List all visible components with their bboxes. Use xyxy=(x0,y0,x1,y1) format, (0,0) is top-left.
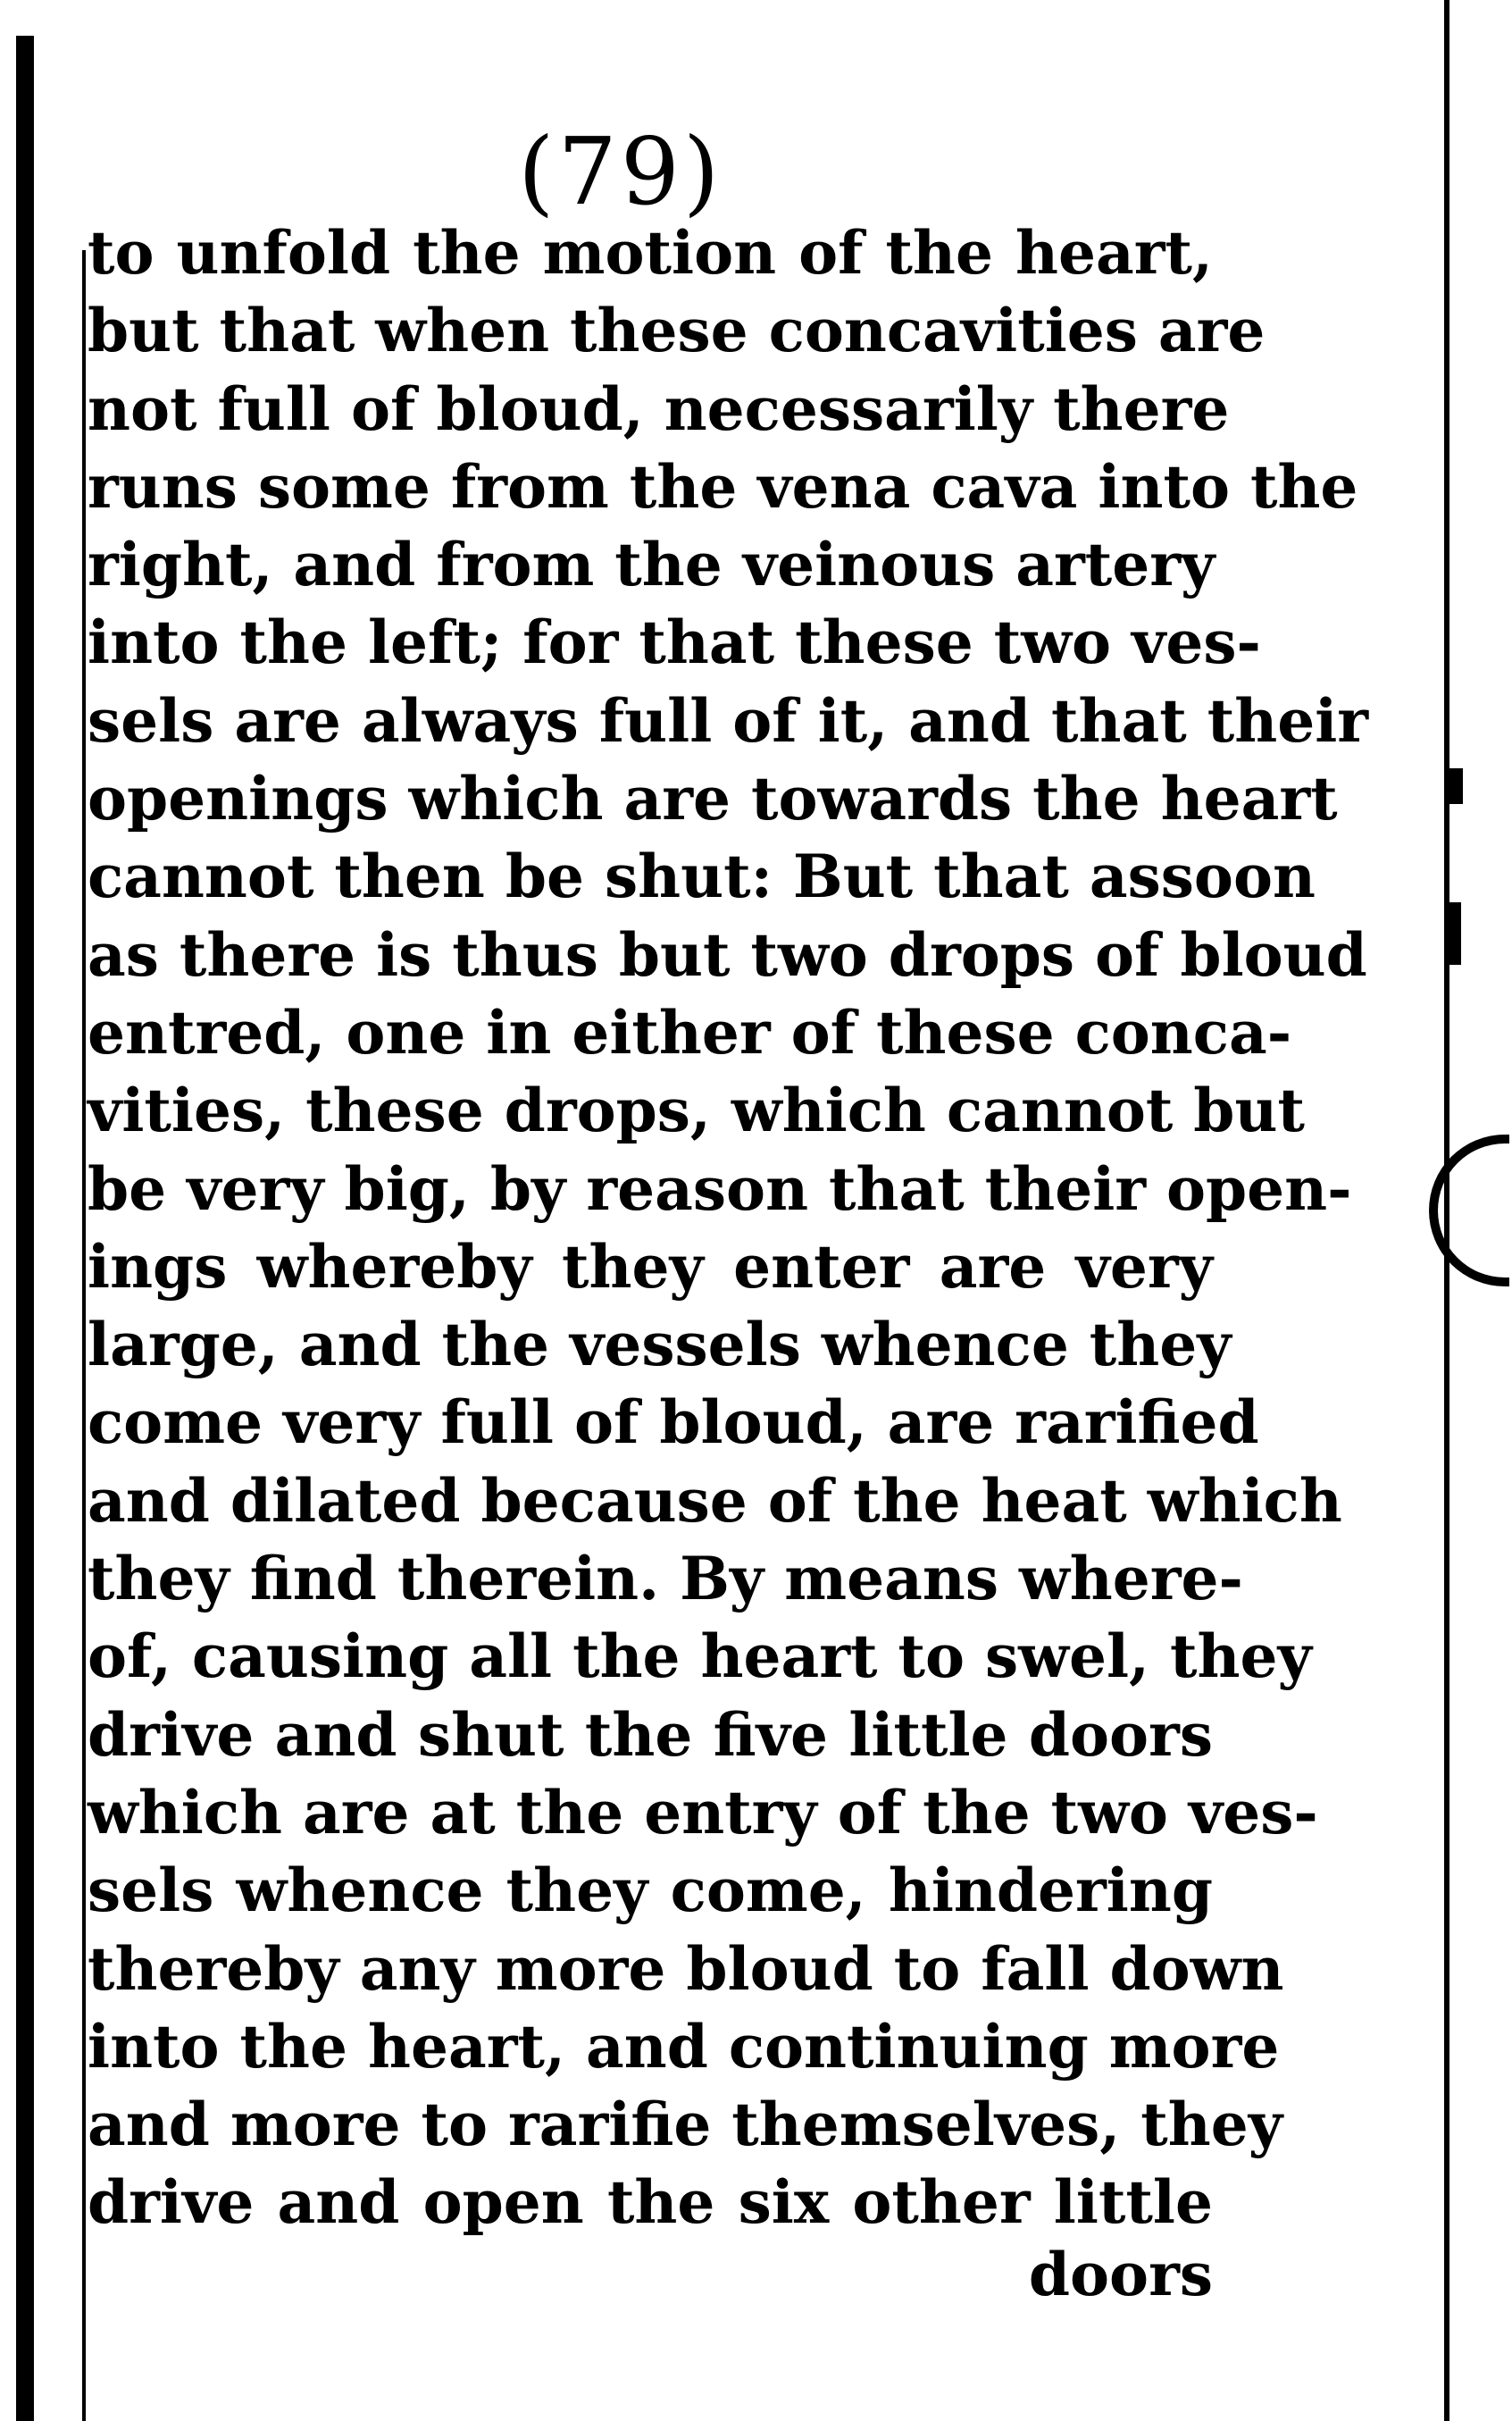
text-line: drive and open the six other little xyxy=(88,2167,1213,2238)
text-line: they find therein. By means where- xyxy=(88,1544,1243,1614)
text-line: large, and the vessels whence they xyxy=(88,1310,1232,1380)
text-line: but that when these concavities are xyxy=(88,296,1266,366)
text-line: sels are always full of it, and that their xyxy=(88,685,1369,756)
left-page-edge xyxy=(16,36,34,2421)
text-line: not full of bloud, necessarily there xyxy=(88,373,1230,444)
text-line: and dilated because of the heat which xyxy=(88,1465,1342,1536)
text-line: runs some from the vena cava into the xyxy=(88,451,1358,522)
text-line: into the left; for that these two ves- xyxy=(88,607,1261,678)
gutter-bracket xyxy=(1429,1135,1509,1286)
text-line: to unfold the motion of the heart, xyxy=(88,218,1213,288)
text-line: ings whereby they enter are very xyxy=(88,1231,1213,1302)
text-line: cannot then be shut: But that assoon xyxy=(88,842,1316,912)
left-margin-line xyxy=(82,250,86,2421)
text-line: and more to rarifie themselves, they xyxy=(88,2090,1283,2160)
text-line: of, causing all the heart to swel, they xyxy=(88,1621,1312,1692)
gutter-mark xyxy=(1449,902,1461,965)
text-line: entred, one in either of these conca- xyxy=(88,997,1292,1068)
text-line: thereby any more bloud to fall down xyxy=(88,1933,1284,2004)
text-line: right, and from the veinous artery xyxy=(88,530,1215,600)
text-line: as there is thus but two drops of bloud xyxy=(88,919,1367,990)
text-line: come very full of bloud, are rarified xyxy=(88,1387,1259,1458)
text-line: sels whence they come, hindering xyxy=(88,1856,1213,1926)
text-line: into the heart, and continuing more xyxy=(88,2011,1280,2082)
gutter-mark xyxy=(1449,768,1463,804)
text-line: which are at the entry of the two ves- xyxy=(88,1777,1318,1847)
text-line: be very big, by reason that their open- xyxy=(88,1153,1352,1224)
text-line: drive and shut the five little doors xyxy=(88,1699,1213,1770)
body-text xyxy=(88,214,1369,2242)
text-line: openings which are towards the heart xyxy=(88,764,1338,834)
catchword: doors xyxy=(1028,2240,1213,2309)
page-number: (79) xyxy=(518,117,723,226)
text-line: vities, these drops, which cannot but xyxy=(88,1076,1305,1146)
